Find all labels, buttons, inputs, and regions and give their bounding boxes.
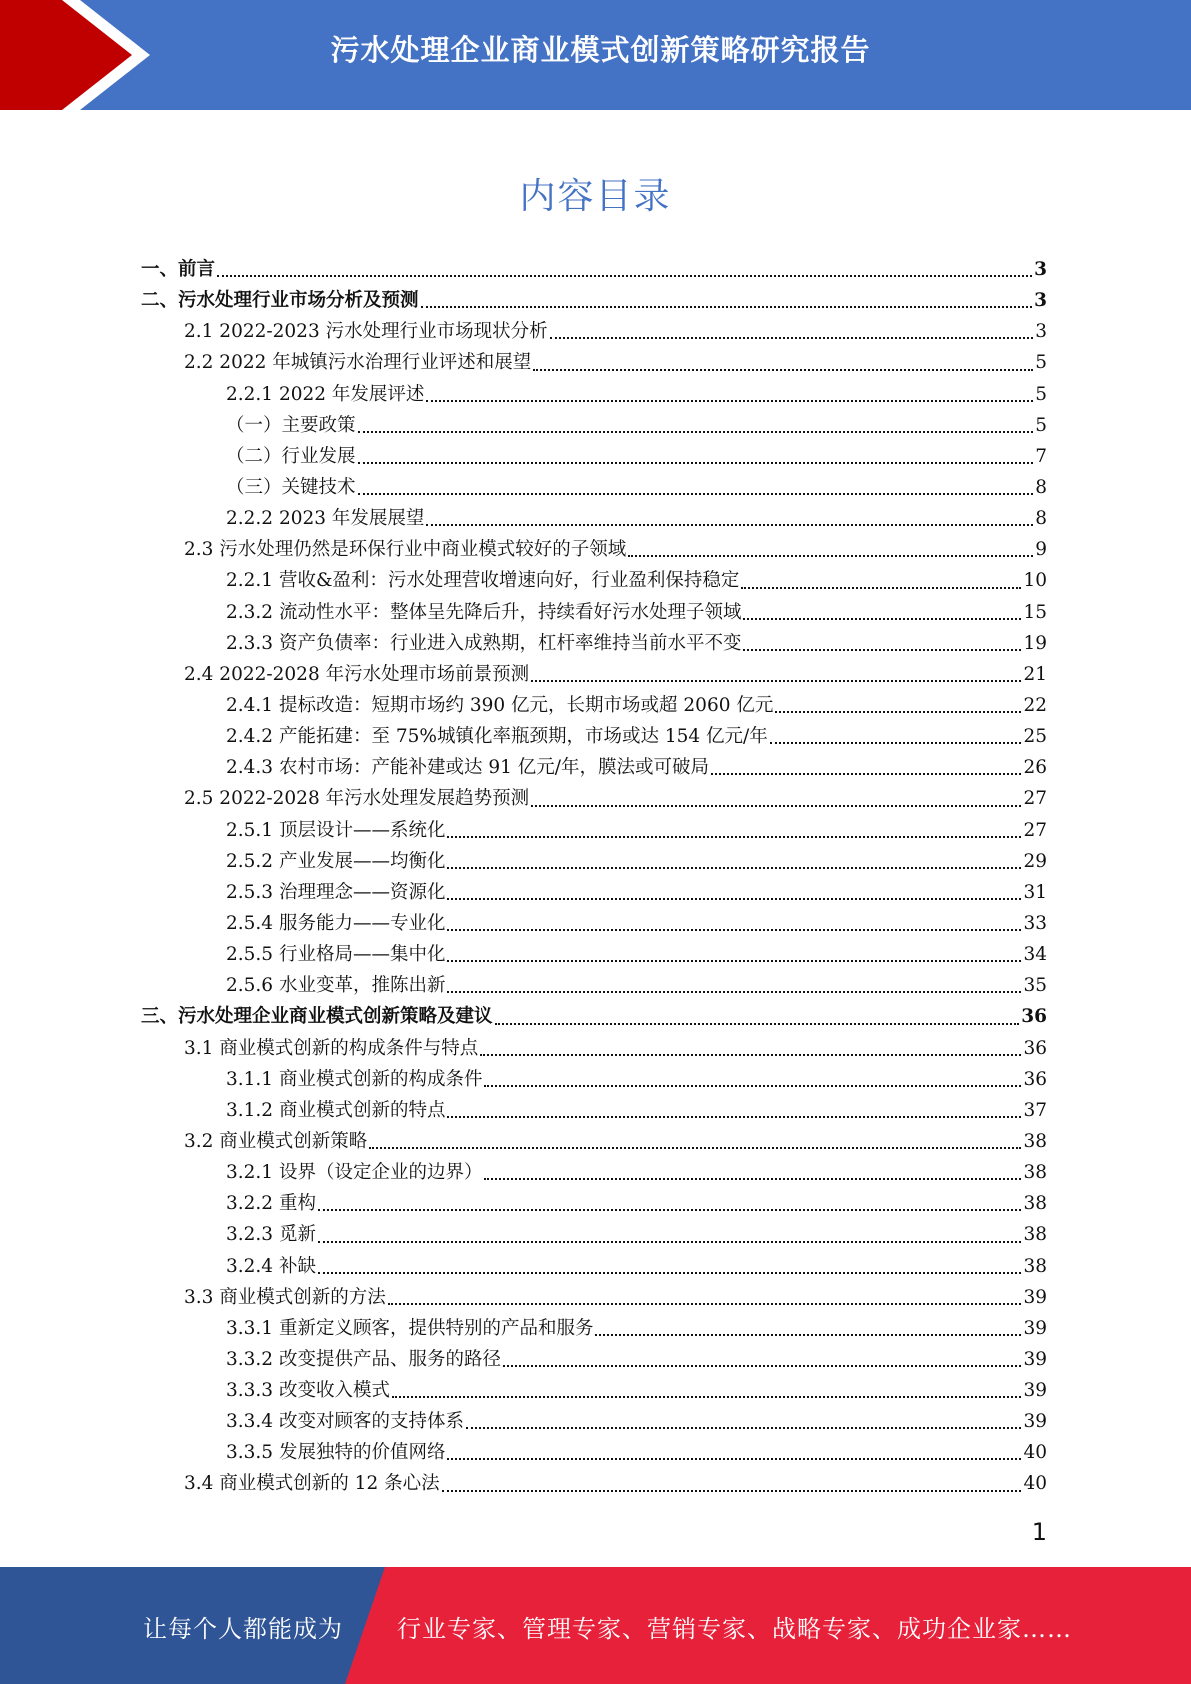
toc-entry-page: 8 bbox=[1035, 476, 1047, 498]
toc-entry[interactable] bbox=[141, 379, 1047, 410]
toc-entry-title: 3.3 商业模式创新的方法 bbox=[184, 1286, 386, 1308]
toc-entry-title: 2.4.3 农村市场：产能补建或达 91 亿元/年，膜法或可破局 bbox=[226, 757, 709, 779]
toc-dot-leader bbox=[421, 306, 1033, 308]
page-header bbox=[0, 0, 1191, 110]
toc-entry-page: 8 bbox=[1035, 508, 1047, 530]
toc-entry[interactable] bbox=[141, 628, 1047, 659]
toc-entry[interactable] bbox=[141, 597, 1047, 628]
toc-entry-page: 3 bbox=[1034, 259, 1047, 280]
toc-entry-title: 3.2.3 觅新 bbox=[226, 1224, 316, 1246]
toc-entry-page: 39 bbox=[1023, 1317, 1047, 1339]
toc-dot-leader bbox=[447, 1116, 1021, 1118]
toc-dot-leader bbox=[426, 400, 1033, 402]
toc-dot-leader bbox=[217, 275, 1032, 277]
toc-dot-leader bbox=[442, 1490, 1022, 1492]
toc-heading: 内容目录 bbox=[519, 176, 672, 217]
toc-dot-leader bbox=[533, 369, 1033, 371]
toc-dot-leader bbox=[743, 649, 1021, 651]
toc-entry-page: 33 bbox=[1023, 912, 1047, 934]
toc-entry-title: 2.3 污水处理仍然是环保行业中商业模式较好的子领域 bbox=[184, 539, 627, 561]
toc-dot-leader bbox=[628, 555, 1033, 557]
toc-entry-page: 25 bbox=[1023, 726, 1047, 748]
toc-entry-page: 9 bbox=[1035, 539, 1047, 561]
toc-entry[interactable] bbox=[141, 1157, 1047, 1188]
toc-entry[interactable] bbox=[141, 1344, 1047, 1375]
toc-dot-leader bbox=[741, 587, 1021, 589]
toc-entry[interactable] bbox=[141, 1251, 1047, 1282]
toc-entry-title: 三、污水处理企业商业模式创新策略及建议 bbox=[141, 1006, 493, 1028]
toc-entry-title: 2.1 2022-2023 污水处理行业市场现状分析 bbox=[184, 321, 548, 343]
toc-dot-leader bbox=[503, 1365, 1021, 1367]
toc-entry-page: 38 bbox=[1023, 1224, 1047, 1246]
toc-entry-page: 5 bbox=[1035, 352, 1047, 374]
toc-entry[interactable] bbox=[141, 534, 1047, 565]
toc-entry-title: 2.2.1 2022 年发展评述 bbox=[226, 383, 425, 405]
toc-entry-title: 2.5.4 服务能力——专业化 bbox=[226, 912, 446, 934]
toc-entry[interactable] bbox=[141, 410, 1047, 441]
toc-entry-title: 2.3.2 流动性水平：整体呈先降后升，持续看好污水处理子领域 bbox=[226, 601, 742, 623]
toc-entry-title: 3.3.2 改变提供产品、服务的路径 bbox=[226, 1348, 501, 1370]
toc-entry-title: 3.3.1 重新定义顾客，提供特别的产品和服务 bbox=[226, 1317, 594, 1339]
toc-dot-leader bbox=[495, 1023, 1020, 1025]
toc-entry-page: 26 bbox=[1023, 757, 1047, 779]
toc-dot-leader bbox=[447, 1458, 1021, 1460]
toc-entry-page: 36 bbox=[1021, 1006, 1047, 1028]
toc-entry-title: 2.4.2 产能拓建：至 75%城镇化率瓶颈期，市场或达 154 亿元/年 bbox=[226, 726, 768, 748]
toc-dot-leader bbox=[318, 1241, 1022, 1243]
toc-entry-title: 3.2.1 设界（设定企业的边界） bbox=[226, 1162, 483, 1184]
toc-entry-title: （二）行业发展 bbox=[226, 445, 356, 467]
toc-entry-page: 38 bbox=[1023, 1162, 1047, 1184]
toc-entry-page: 29 bbox=[1023, 850, 1047, 872]
toc-entry-page: 38 bbox=[1023, 1130, 1047, 1152]
toc-entry-page: 3 bbox=[1035, 321, 1047, 343]
toc-entry[interactable] bbox=[141, 1095, 1047, 1126]
toc-entry[interactable] bbox=[141, 565, 1047, 596]
toc-entry[interactable] bbox=[141, 690, 1047, 721]
toc-dot-leader bbox=[358, 431, 1034, 433]
toc-dot-leader bbox=[743, 618, 1021, 620]
toc-dot-leader bbox=[484, 1085, 1021, 1087]
toc-entry-page: 3 bbox=[1034, 290, 1047, 312]
toc-entry[interactable] bbox=[141, 815, 1047, 846]
toc-dot-leader bbox=[358, 493, 1034, 495]
toc-dot-leader bbox=[531, 680, 1021, 682]
toc-entry-page: 39 bbox=[1023, 1380, 1047, 1402]
toc-entry-page: 35 bbox=[1023, 975, 1047, 997]
toc-entry-page: 40 bbox=[1023, 1473, 1047, 1495]
toc-entry-title: 二、污水处理行业市场分析及预测 bbox=[141, 290, 419, 312]
toc-entry-title: 一、前言 bbox=[141, 259, 216, 280]
toc-entry-title: 2.5.5 行业格局——集中化 bbox=[226, 944, 446, 966]
toc-entry-title: 2.2.2 2023 年发展展望 bbox=[226, 508, 425, 530]
toc-entry-page: 37 bbox=[1023, 1099, 1047, 1121]
toc-dot-leader bbox=[447, 929, 1021, 931]
toc-entry-title: 2.5.2 产业发展——均衡化 bbox=[226, 850, 446, 872]
toc-entry[interactable] bbox=[141, 721, 1047, 752]
toc-entry[interactable] bbox=[141, 908, 1047, 939]
toc-entry-title: 3.2.4 补缺 bbox=[226, 1255, 316, 1277]
toc-entry-page: 38 bbox=[1023, 1193, 1047, 1215]
toc-entry-page: 39 bbox=[1023, 1286, 1047, 1308]
toc-entry[interactable] bbox=[141, 1001, 1047, 1032]
toc-dot-leader bbox=[318, 1272, 1022, 1274]
toc-entry[interactable] bbox=[141, 1468, 1047, 1499]
toc-entry-page: 34 bbox=[1023, 944, 1047, 966]
toc-dot-leader bbox=[358, 462, 1034, 464]
toc-entry-title: 3.3.3 改变收入模式 bbox=[226, 1380, 390, 1402]
toc-entry-page: 31 bbox=[1023, 881, 1047, 903]
table-of-contents bbox=[141, 254, 1047, 1500]
toc-entry[interactable] bbox=[141, 1126, 1047, 1157]
toc-dot-leader bbox=[711, 773, 1021, 775]
toc-entry-title: （三）关键技术 bbox=[226, 476, 356, 498]
toc-dot-leader bbox=[531, 805, 1021, 807]
toc-entry-title: 2.5 2022-2028 年污水处理发展趋势预测 bbox=[184, 788, 530, 810]
toc-entry-page: 40 bbox=[1023, 1442, 1047, 1464]
toc-entry-title: 3.1 商业模式创新的构成条件与特点 bbox=[184, 1037, 479, 1059]
toc-entry[interactable] bbox=[141, 1282, 1047, 1313]
toc-entry-title: 3.3.4 改变对顾客的支持体系 bbox=[226, 1411, 464, 1433]
toc-entry[interactable] bbox=[141, 1406, 1047, 1437]
toc-entry-page: 27 bbox=[1023, 788, 1047, 810]
toc-entry-title: 3.4 商业模式创新的 12 条心法 bbox=[184, 1473, 440, 1495]
toc-entry-title: 3.1.1 商业模式创新的构成条件 bbox=[226, 1068, 483, 1090]
toc-dot-leader bbox=[447, 960, 1021, 962]
toc-entry[interactable] bbox=[141, 1064, 1047, 1095]
toc-dot-leader bbox=[426, 524, 1033, 526]
toc-entry-page: 39 bbox=[1023, 1411, 1047, 1433]
toc-entry-page: 39 bbox=[1023, 1348, 1047, 1370]
toc-dot-leader bbox=[447, 836, 1021, 838]
toc-entry[interactable] bbox=[141, 1033, 1047, 1064]
toc-entry[interactable] bbox=[141, 503, 1047, 534]
toc-dot-leader bbox=[318, 1209, 1022, 1211]
page-footer bbox=[0, 1567, 1191, 1684]
toc-entry-title: （一）主要政策 bbox=[226, 414, 356, 436]
toc-entry-page: 7 bbox=[1035, 445, 1047, 467]
toc-entry-page: 15 bbox=[1023, 601, 1047, 623]
toc-entry-title: 2.2 2022 年城镇污水治理行业评述和展望 bbox=[184, 352, 532, 374]
page-number: 1 bbox=[1031, 1518, 1047, 1546]
toc-dot-leader bbox=[484, 1178, 1021, 1180]
toc-dot-leader bbox=[480, 1054, 1021, 1056]
toc-dot-leader bbox=[369, 1147, 1021, 1149]
toc-entry[interactable] bbox=[141, 254, 1047, 285]
toc-entry-page: 5 bbox=[1035, 414, 1047, 436]
toc-entry-page: 19 bbox=[1023, 632, 1047, 654]
toc-entry[interactable] bbox=[141, 783, 1047, 814]
toc-entry[interactable] bbox=[141, 1219, 1047, 1250]
toc-entry[interactable] bbox=[141, 970, 1047, 1001]
footer-slogan-right: 行业专家、管理专家、营销专家、战略专家、成功企业家…… bbox=[397, 1615, 1072, 1643]
toc-dot-leader bbox=[447, 867, 1021, 869]
toc-entry-title: 3.3.5 发展独特的价值网络 bbox=[226, 1442, 446, 1464]
toc-dot-leader bbox=[770, 742, 1022, 744]
toc-dot-leader bbox=[447, 991, 1021, 993]
toc-entry-page: 21 bbox=[1023, 663, 1047, 685]
toc-entry-title: 3.2 商业模式创新策略 bbox=[184, 1130, 368, 1152]
toc-dot-leader bbox=[466, 1427, 1021, 1429]
toc-entry-title: 2.5.6 水业变革，推陈出新 bbox=[226, 975, 446, 997]
toc-dot-leader bbox=[447, 898, 1021, 900]
toc-entry-title: 2.5.1 顶层设计——系统化 bbox=[226, 819, 446, 841]
toc-entry-title: 2.4 2022-2028 年污水处理市场前景预测 bbox=[184, 663, 530, 685]
toc-entry-title: 3.1.2 商业模式创新的特点 bbox=[226, 1099, 446, 1121]
toc-dot-leader bbox=[595, 1334, 1021, 1336]
toc-entry[interactable] bbox=[141, 939, 1047, 970]
toc-entry-title: 2.4.1 提标改造：短期市场约 390 亿元，长期市场或超 2060 亿元 bbox=[226, 694, 774, 716]
toc-entry-page: 27 bbox=[1023, 819, 1047, 841]
toc-entry-title: 2.5.3 治理理念——资源化 bbox=[226, 881, 446, 903]
toc-entry[interactable] bbox=[141, 285, 1047, 316]
toc-dot-leader bbox=[775, 711, 1021, 713]
toc-entry[interactable] bbox=[141, 1437, 1047, 1468]
toc-entry[interactable] bbox=[141, 472, 1047, 503]
toc-entry-page: 36 bbox=[1023, 1037, 1047, 1059]
toc-entry[interactable] bbox=[141, 877, 1047, 908]
toc-entry-page: 36 bbox=[1023, 1068, 1047, 1090]
toc-entry[interactable] bbox=[141, 659, 1047, 690]
toc-entry[interactable] bbox=[141, 846, 1047, 877]
header-title: 污水处理企业商业模式创新策略研究报告 bbox=[330, 33, 871, 67]
toc-entry-title: 3.2.2 重构 bbox=[226, 1193, 316, 1215]
toc-dot-leader bbox=[392, 1396, 1021, 1398]
toc-entry[interactable] bbox=[141, 1188, 1047, 1219]
toc-entry[interactable] bbox=[141, 441, 1047, 472]
toc-dot-leader bbox=[388, 1303, 1022, 1305]
toc-entry[interactable] bbox=[141, 316, 1047, 347]
toc-entry[interactable] bbox=[141, 347, 1047, 378]
toc-entry-page: 10 bbox=[1023, 570, 1047, 592]
toc-entry-page: 22 bbox=[1023, 694, 1047, 716]
toc-entry-title: 2.2.1 营收&盈利：污水处理营收增速向好，行业盈利保持稳定 bbox=[226, 570, 740, 592]
toc-entry[interactable] bbox=[141, 1375, 1047, 1406]
toc-entry[interactable] bbox=[141, 1313, 1047, 1344]
toc-entry-page: 38 bbox=[1023, 1255, 1047, 1277]
toc-entry[interactable] bbox=[141, 752, 1047, 783]
footer-slogan-left: 让每个人都能成为 bbox=[143, 1615, 343, 1643]
toc-entry-page: 5 bbox=[1035, 383, 1047, 405]
toc-dot-leader bbox=[550, 337, 1034, 339]
toc-entry-title: 2.3.3 资产负债率：行业进入成熟期，杠杆率维持当前水平不变 bbox=[226, 632, 742, 654]
